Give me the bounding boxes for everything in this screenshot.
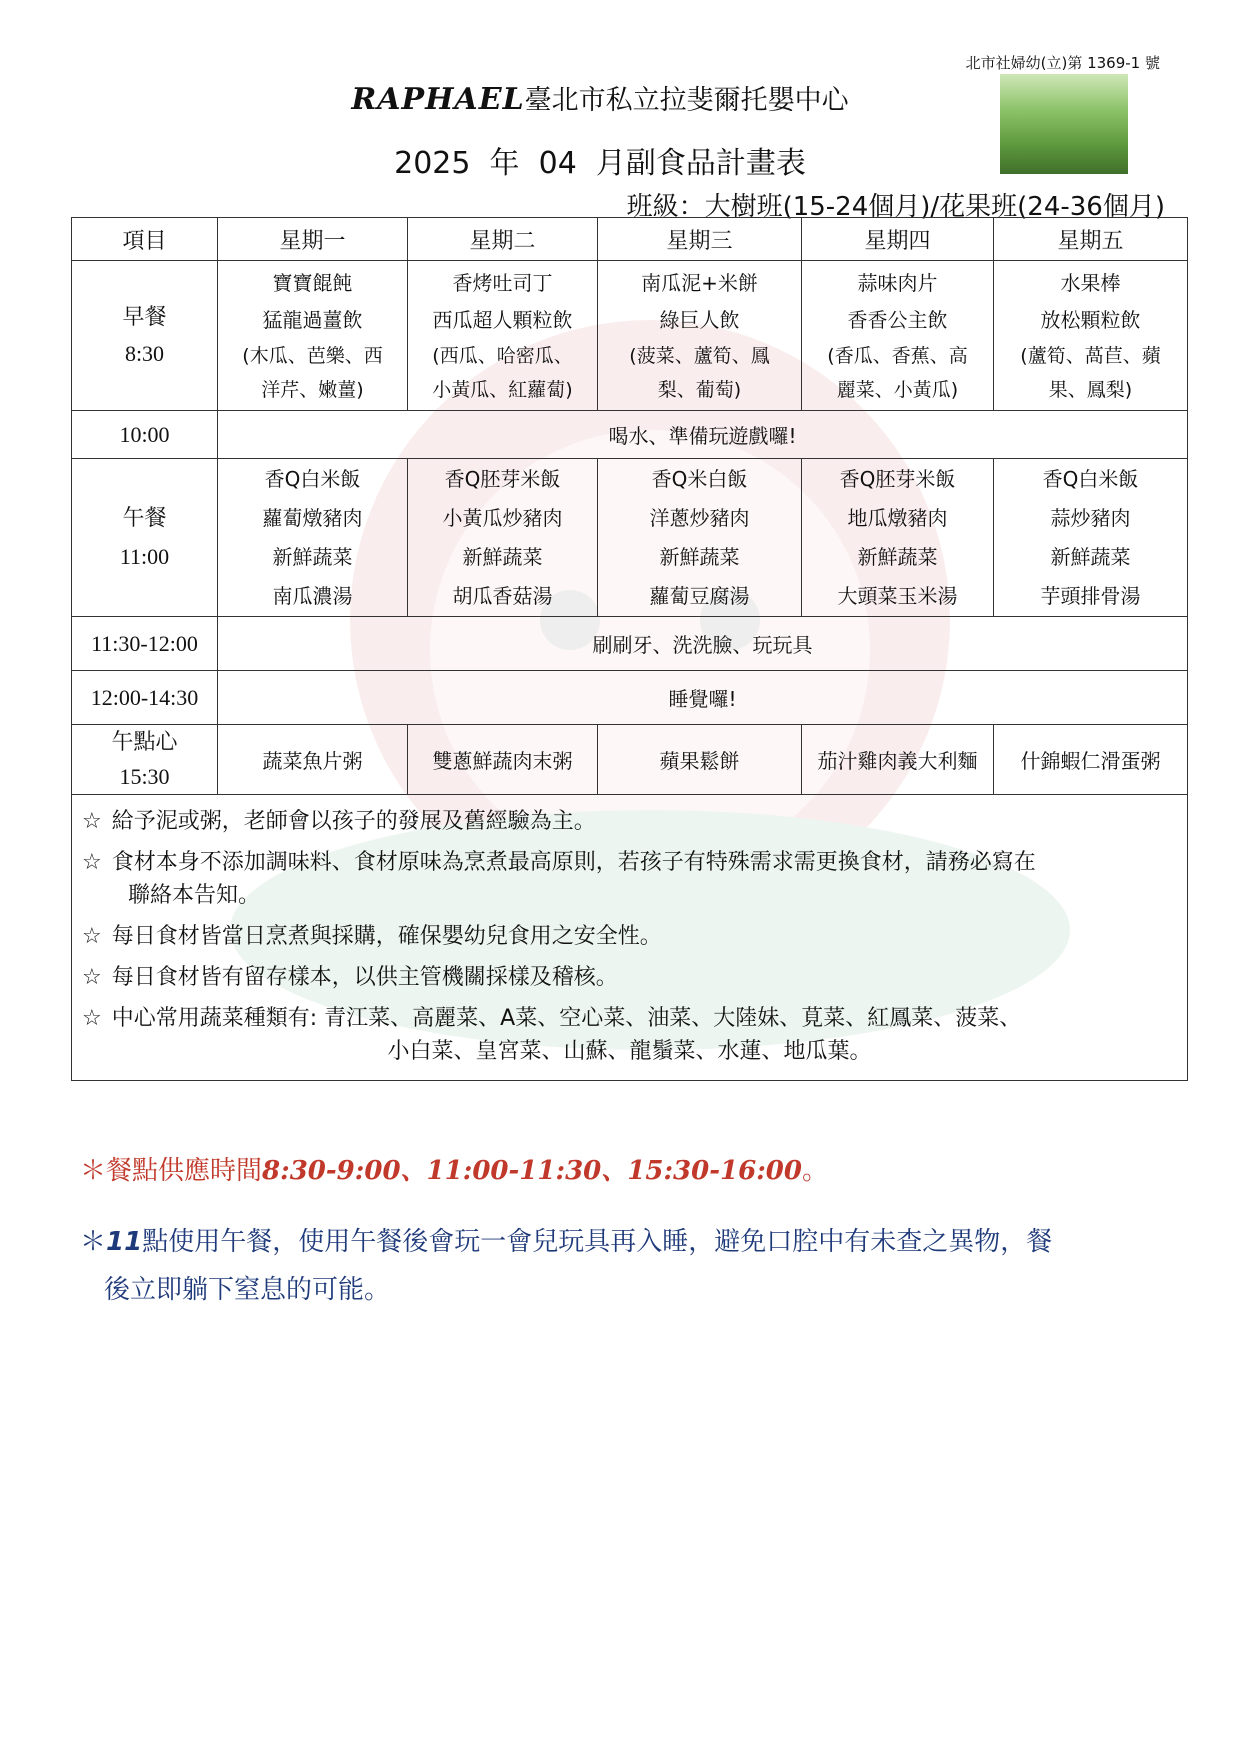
note-text: 食材本身不添加調味料、食材原味為烹煮最高原則，若孩子有特殊需求需更換食材，請務必寫在 bbox=[111, 850, 1036, 875]
breakfast-monday bbox=[218, 261, 408, 411]
center-name: 臺北市私立拉斐爾托嬰中心 bbox=[524, 85, 849, 116]
breakfast-row bbox=[72, 261, 1188, 411]
menu-line: 蒜炒豬肉 bbox=[1050, 505, 1131, 530]
asterisk-mark: ＊ bbox=[80, 1227, 107, 1257]
lunch-monday bbox=[218, 459, 408, 617]
snack-monday: 蔬菜魚片粥 bbox=[218, 725, 408, 795]
plan-title bbox=[200, 138, 1000, 182]
brush-row bbox=[72, 617, 1188, 671]
snack-time: 15:30 bbox=[119, 763, 170, 789]
lunch-friday bbox=[994, 459, 1188, 617]
notes-row bbox=[72, 795, 1188, 1081]
menu-line: 新鮮蔬菜 bbox=[659, 544, 740, 569]
menu-line: 洋芹、嫩薑) bbox=[261, 378, 364, 401]
class-info: 班級：大樹班(15-24個月)/花果班(24-36個月) bbox=[626, 192, 1165, 222]
breakfast-label-cell bbox=[72, 261, 218, 411]
plan-month: 04 bbox=[538, 146, 577, 181]
menu-line: 新鮮蔬菜 bbox=[1050, 544, 1131, 569]
snack-friday: 什錦蝦仁滑蛋粥 bbox=[994, 725, 1188, 795]
menu-line: 猛龍過薑飲 bbox=[262, 307, 363, 332]
drink-row bbox=[72, 411, 1188, 459]
lunch-thursday bbox=[802, 459, 994, 617]
lunch-tuesday bbox=[408, 459, 598, 617]
menu-line: 小黃瓜炒豬肉 bbox=[442, 505, 563, 530]
menu-line: 新鮮蔬菜 bbox=[462, 544, 543, 569]
brush-time: 11:30-12:00 bbox=[72, 617, 218, 671]
menu-line: 麗菜、小黃瓜) bbox=[836, 378, 959, 401]
menu-line: (木瓜、芭樂、西 bbox=[242, 344, 383, 367]
meal-times: 8:30-9:00、11:00-11:30、15:30-16:00 bbox=[262, 1156, 802, 1186]
nap-time: 12:00-14:30 bbox=[72, 671, 218, 725]
menu-line: 香Q胚芽米飯 bbox=[839, 466, 956, 491]
lunch-row bbox=[72, 459, 1188, 617]
license-number: 北市社婦幼(立)第 1369-1 號 bbox=[965, 54, 1160, 72]
breakfast-wednesday bbox=[598, 261, 802, 411]
menu-line: (香瓜、香蕉、高 bbox=[827, 344, 968, 367]
menu-line: 香Q胚芽米飯 bbox=[444, 466, 561, 491]
note-text: 每日食材皆有留存樣本，以供主管機關採樣及稽核。 bbox=[111, 965, 618, 990]
menu-line: 蘿蔔豆腐湯 bbox=[649, 583, 750, 608]
lunch-hour: 11 bbox=[106, 1227, 143, 1257]
plan-title-text: 月副食品計畫表 bbox=[595, 146, 806, 181]
star-icon: ☆ bbox=[82, 809, 102, 834]
header-friday: 星期五 bbox=[994, 218, 1188, 261]
menu-line: 水果棒 bbox=[1060, 270, 1121, 295]
note-5 bbox=[82, 1002, 1177, 1068]
menu-line: (蘆筍、萵苣、蘋 bbox=[1020, 344, 1161, 367]
menu-line: 綠巨人飲 bbox=[659, 307, 740, 332]
menu-line: 梨、葡萄) bbox=[657, 378, 742, 401]
lunch-label-cell bbox=[72, 459, 218, 617]
menu-line: 芋頭排骨湯 bbox=[1040, 583, 1141, 608]
menu-line: 果、鳳梨) bbox=[1048, 378, 1133, 401]
star-icon: ☆ bbox=[82, 924, 102, 949]
menu-line: (菠菜、蘆筍、鳳 bbox=[629, 344, 770, 367]
note-1 bbox=[82, 805, 1177, 838]
menu-line: 西瓜超人顆粒飲 bbox=[432, 307, 573, 332]
menu-line: 新鮮蔬菜 bbox=[272, 544, 353, 569]
nap-text: 睡覺囉! bbox=[218, 671, 1188, 725]
breakfast-thursday bbox=[802, 261, 994, 411]
breakfast-tuesday bbox=[408, 261, 598, 411]
menu-line: 香香公主飲 bbox=[847, 307, 948, 332]
header-thursday: 星期四 bbox=[802, 218, 994, 261]
menu-line: 洋蔥炒豬肉 bbox=[649, 505, 750, 530]
nap-row bbox=[72, 671, 1188, 725]
note-text: 每日食材皆當日烹煮與採購，確保嬰幼兒食用之安全性。 bbox=[111, 924, 662, 949]
menu-line: (西瓜、哈密瓜、 bbox=[432, 344, 573, 367]
header-monday: 星期一 bbox=[218, 218, 408, 261]
menu-line: 香Q米白飯 bbox=[651, 466, 748, 491]
note-text-continued: 小白菜、皇宮菜、山蘇、龍鬚菜、水蓮、地瓜葉。 bbox=[387, 1039, 872, 1064]
note-text-continued: 聯絡本告知。 bbox=[128, 883, 261, 908]
menu-line: 香烤吐司丁 bbox=[452, 270, 553, 295]
lunch-wednesday bbox=[598, 459, 802, 617]
lunch-nap-note bbox=[80, 1218, 1170, 1314]
menu-line: 地瓜燉豬肉 bbox=[847, 505, 948, 530]
snack-row bbox=[72, 725, 1188, 795]
menu-line: 南瓜泥+米餅 bbox=[641, 270, 758, 295]
breakfast-friday bbox=[994, 261, 1188, 411]
menu-line: 蘿蔔燉豬肉 bbox=[262, 505, 363, 530]
menu-line: 香Q白米飯 bbox=[1042, 466, 1139, 491]
meal-times-prefix: ＊餐點供應時間 bbox=[80, 1156, 263, 1186]
snack-tuesday: 雙蔥鮮蔬肉末粥 bbox=[408, 725, 598, 795]
menu-line: 小黃瓜、紅蘿蔔) bbox=[432, 378, 573, 401]
snack-wednesday: 蘋果鬆餅 bbox=[598, 725, 802, 795]
drink-text: 喝水、準備玩遊戲囉! bbox=[218, 411, 1188, 459]
meal-times-note bbox=[80, 1150, 828, 1187]
plan-year-unit: 年 bbox=[489, 146, 520, 181]
star-icon: ☆ bbox=[82, 965, 102, 990]
lunch-nap-text-continued: 後立即躺下窒息的可能。 bbox=[104, 1275, 391, 1305]
lunch-nap-text: 點使用午餐，使用午餐後會玩一會兒玩具再入睡，避免口腔中有未查之異物，餐 bbox=[142, 1227, 1053, 1257]
lunch-label: 午餐 bbox=[122, 505, 167, 531]
center-title bbox=[200, 78, 1000, 117]
menu-line: 胡瓜香菇湯 bbox=[452, 583, 553, 608]
brand-logo-text: RAPHAEL bbox=[351, 82, 525, 117]
breakfast-label: 早餐 bbox=[122, 304, 167, 330]
menu-line: 放松顆粒飲 bbox=[1040, 307, 1141, 332]
menu-line: 香Q白米飯 bbox=[264, 466, 361, 491]
snack-label: 午點心 bbox=[111, 729, 178, 755]
note-3 bbox=[82, 920, 1177, 953]
menu-table bbox=[71, 217, 1188, 1081]
lunch-time: 11:00 bbox=[119, 543, 170, 569]
snack-label-cell bbox=[72, 725, 218, 795]
breakfast-time: 8:30 bbox=[124, 340, 165, 366]
brush-text: 刷刷牙、洗洗臉、玩玩具 bbox=[218, 617, 1188, 671]
star-icon: ☆ bbox=[82, 850, 102, 875]
table-header-row bbox=[72, 218, 1188, 261]
drink-time: 10:00 bbox=[72, 411, 218, 459]
header-wednesday: 星期三 bbox=[598, 218, 802, 261]
plan-year: 2025 bbox=[394, 146, 471, 181]
tree-photo bbox=[1000, 74, 1128, 174]
note-text: 中心常用蔬菜種類有: 青江菜、高麗菜、A菜、空心菜、油菜、大陸妹、莧菜、紅鳳菜、菠菜、 bbox=[111, 1006, 1022, 1031]
menu-line: 寶寶餛飩 bbox=[272, 270, 353, 295]
snack-thursday: 茄汁雞肉義大利麵 bbox=[802, 725, 994, 795]
header-tuesday: 星期二 bbox=[408, 218, 598, 261]
note-text: 給予泥或粥，老師會以孩子的發展及舊經驗為主。 bbox=[111, 809, 596, 834]
note-2 bbox=[82, 846, 1177, 912]
notes-cell bbox=[72, 795, 1188, 1081]
star-icon: ☆ bbox=[82, 1006, 102, 1031]
header-item: 項目 bbox=[72, 218, 218, 261]
meal-times-end: 。 bbox=[801, 1156, 828, 1186]
menu-line: 南瓜濃湯 bbox=[272, 583, 353, 608]
menu-line: 蒜味肉片 bbox=[857, 270, 938, 295]
note-4 bbox=[82, 961, 1177, 994]
menu-line: 新鮮蔬菜 bbox=[857, 544, 938, 569]
menu-line: 大頭菜玉米湯 bbox=[837, 583, 958, 608]
